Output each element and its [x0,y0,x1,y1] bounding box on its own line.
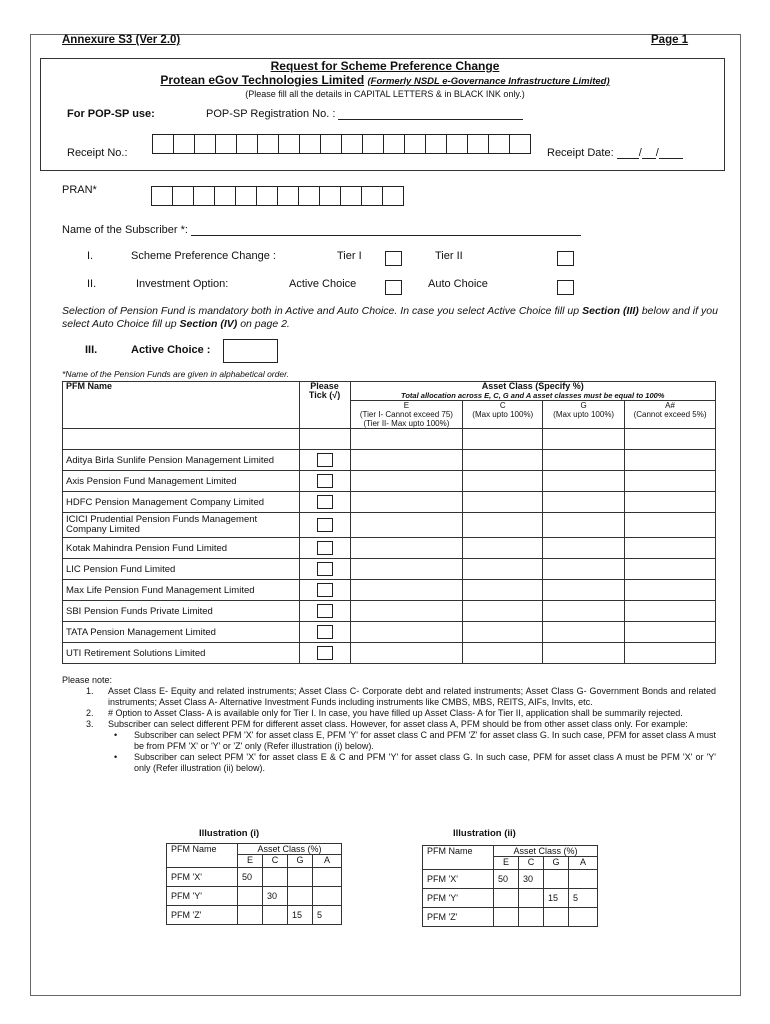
pran-label: PRAN* [62,184,97,196]
alloc-cell[interactable] [543,471,625,492]
company-formerly: (Formerly NSDL e-Governance Infrastructure Limited) [367,76,610,87]
receipt-date-dd[interactable] [617,147,639,159]
company-line [0,73,770,87]
pfm-y: PFM 'Y' [423,889,494,908]
alloc-cell[interactable] [463,538,543,559]
subscriber-name-field[interactable] [191,224,581,236]
col-g: G [544,857,569,870]
e-header [350,401,463,429]
alloc-cell[interactable] [625,643,716,664]
alloc-cell[interactable] [543,643,625,664]
table-row [63,580,716,601]
option-i-num: I. [87,250,94,262]
bullet-icon: • [114,730,118,740]
alloc-cell[interactable] [543,538,625,559]
c-note: (Max upto 100%) [472,410,534,419]
value-cell [238,906,263,925]
active-choice-checkbox[interactable] [385,280,402,295]
subscriber-name-row [62,224,581,236]
table-row [423,889,598,908]
col-c: C [519,857,544,870]
note-number: 3. [86,719,94,729]
tier1-label: Tier I [337,250,362,262]
pfm-y: PFM 'Y' [167,887,238,906]
asset-class-title: Asset Class (Specify %) [481,381,584,391]
fund-name: UTI Retirement Solutions Limited [63,643,300,664]
value-cell: 15 [544,889,569,908]
alloc-cell[interactable] [625,601,716,622]
alloc-cell[interactable] [463,559,543,580]
note-3: Subscriber can select different PFM for different asset class. However, for asset class A, PFM should be from other asset class only. For example: [108,719,688,729]
table-row [167,887,342,906]
fund-name: Kotak Mahindra Pension Fund Limited [63,538,300,559]
value-cell [288,887,313,906]
pfm-x: PFM 'X' [167,868,238,887]
fill-instruction: (Please fill all the details in CAPITAL LETTERS & in BLACK INK only.) [245,89,525,99]
bullet-icon: • [114,752,118,762]
alloc-cell[interactable] [463,471,543,492]
value-cell [238,887,263,906]
form-title: Request for Scheme Preference Change [270,59,500,73]
a-header [625,401,716,429]
receipt-date-yyyy[interactable] [659,147,683,159]
active-choice-box[interactable] [223,339,278,363]
notes-title: Please note: [62,675,113,685]
alloc-cell[interactable] [350,471,463,492]
alloc-cell[interactable] [350,643,463,664]
pfm-name-header: PFM Name [63,382,300,429]
value-cell [519,889,544,908]
footnote-star: * [62,369,66,379]
asset-class-subtitle: Total allocation across E, C, G and A asset classes must be equal to 100% [401,391,665,400]
illustration-ii-title: Illustration (ii) [453,828,516,839]
fund-name: LIC Pension Fund Limited [63,559,300,580]
fund-checkbox[interactable] [317,518,333,532]
date-separator: / [655,147,659,159]
col-a: A [313,855,342,868]
alloc-cell[interactable] [463,450,543,471]
table-row [63,492,716,513]
alloc-cell[interactable] [543,580,625,601]
col-a: A [569,857,598,870]
table-row [423,908,598,927]
alloc-cell[interactable] [350,538,463,559]
alloc-cell[interactable] [350,450,463,471]
alloc-cell[interactable] [625,492,716,513]
fund-name: TATA Pension Management Limited [63,622,300,643]
table-row [63,538,716,559]
table-row [63,450,716,471]
fund-checkbox[interactable] [317,474,333,488]
note-3-bullet-2: Subscriber can select PFM 'X' for asset class E & C and PFM 'Y' for asset class G. In such case, PFM for asset class A must be PFM 'X' or 'Y' only (Refer illustration (ii) below). [134,752,716,773]
alloc-cell[interactable] [625,450,716,471]
fund-name: HDFC Pension Management Company Limited [63,492,300,513]
note-1: Asset Class E- Equity and related instruments; Asset Class C- Corporate debt and related instruments; Asset Class G- Government Bonds and related instruments; Asset Class A- Alternative Investment Funds including instruments like CMBS, MBS, REITS, AIFs, InvIts, etc. [108,686,716,707]
alloc-cell[interactable] [350,492,463,513]
fund-checkbox[interactable] [317,453,333,467]
annexure-label: Annexure S3 (Ver 2.0) [62,34,181,46]
alloc-cell[interactable] [543,492,625,513]
active-choice-label: Active Choice [289,278,357,290]
col-c: C [263,855,288,868]
value-cell [263,868,288,887]
pop-sp-label: For POP-SP use: [67,108,155,120]
table-row [63,622,716,643]
alloc-cell[interactable] [350,559,463,580]
pfm-z: PFM 'Z' [423,908,494,927]
pfm-name-header: PFM Name [423,846,494,870]
value-cell [263,906,288,925]
g-header [543,401,625,429]
selection-note-part: Selection of Pension Fund is mandatory both in Active and Auto Choice. In case you select Active Choice fill up [62,305,583,317]
g-head: G [580,401,587,410]
fund-name: Aditya Birla Sunlife Pension Management Limited [63,450,300,471]
fund-name: Max Life Pension Fund Management Limited [63,580,300,601]
fund-checkbox[interactable] [317,625,333,639]
illustration-i-table [166,843,342,925]
alloc-cell[interactable] [625,559,716,580]
alloc-cell[interactable] [543,450,625,471]
fund-checkbox[interactable] [317,562,333,576]
receipt-date-mm[interactable] [642,147,656,159]
pfm-name-header: PFM Name [167,844,238,868]
receipt-date-label: Receipt Date: [547,147,614,159]
table-row [63,643,716,664]
pfm-table [62,381,716,664]
section-iv-ref: Section (IV) [179,318,238,330]
alloc-cell[interactable] [543,513,625,538]
alloc-cell[interactable] [543,601,625,622]
col-e: E [238,855,263,868]
pran-boxes[interactable] [152,186,404,206]
value-cell [569,908,598,927]
alloc-cell[interactable] [463,622,543,643]
alloc-cell[interactable] [463,492,543,513]
value-cell: 30 [519,870,544,889]
auto-choice-checkbox[interactable] [557,280,574,295]
section-iii-num: III. [85,344,98,356]
value-cell [544,908,569,927]
alloc-cell[interactable] [625,622,716,643]
table-row [63,559,716,580]
table-row [167,868,342,887]
alloc-cell[interactable] [625,580,716,601]
alloc-cell[interactable] [625,513,716,538]
auto-choice-label: Auto Choice [428,278,488,290]
fund-name: SBI Pension Funds Private Limited [63,601,300,622]
footnote-text: Name of the Pension Funds are given in alphabetical order. [65,369,289,379]
tier2-checkbox[interactable] [557,251,574,266]
e-head: E [403,401,410,410]
note-2: # Option to Asset Class- A is available only for Tier I. In case, you have filled up Asset Class- A for Tier II, application shall be summarily rejected. [108,708,683,718]
table-row [63,471,716,492]
alloc-cell[interactable] [543,559,625,580]
value-cell: 50 [238,868,263,887]
receipt-date-row [547,147,683,159]
alloc-cell[interactable] [350,580,463,601]
asset-class-header: Asset Class (%) [494,846,598,857]
alloc-cell[interactable] [625,471,716,492]
value-cell [288,868,313,887]
illustration-i-title: Illustration (i) [199,828,260,839]
c-head: C [499,401,506,410]
a-head: A# [665,401,675,410]
selection-note-part: below and if you select Auto Choice fill up [62,305,718,330]
pop-sp-reg-field[interactable] [338,108,523,120]
receipt-no-label: Receipt No.: [67,147,128,159]
fund-order-footnote [62,369,289,379]
value-cell: 50 [494,870,519,889]
table-row [63,513,716,538]
pop-sp-reg-row [206,108,523,120]
alloc-cell[interactable] [350,601,463,622]
notes-section [62,675,716,774]
fund-checkbox[interactable] [317,583,333,597]
selection-note [62,305,718,331]
active-choice-heading: Active Choice : [131,344,211,356]
asset-class-header [350,382,715,401]
table-row [63,601,716,622]
alloc-cell[interactable] [625,538,716,559]
section-iii-ref: Section (III) [582,305,639,317]
alloc-cell[interactable] [350,622,463,643]
alloc-cell[interactable] [350,513,463,538]
tier1-checkbox[interactable] [385,251,402,266]
value-cell [519,908,544,927]
alloc-cell[interactable] [463,580,543,601]
e-note: (Tier I- Cannot exceed 75) [359,410,453,419]
alloc-cell[interactable] [463,643,543,664]
fund-checkbox[interactable] [317,541,333,555]
a-note: (Cannot exceed 5%) [633,410,707,419]
subscriber-name-label: Name of the Subscriber *: [62,224,188,236]
option-ii-num: II. [87,278,97,290]
value-cell [494,889,519,908]
table-row [423,870,598,889]
fund-name: ICICI Prudential Pension Funds Management Company Limited [63,513,300,538]
value-cell [494,908,519,927]
note-3-bullet-1: Subscriber can select PFM 'X' for asset class E, PFM 'Y' for asset class C and PFM 'Z' for asset class G. In such case, PFM for asset class A must be from PFM 'X' or 'Y' or 'Z' only (Refer illustration (i) below). [134,730,716,751]
alloc-cell[interactable] [463,601,543,622]
col-g: G [288,855,313,868]
table-row [167,906,342,925]
tier2-label: Tier II [435,250,463,262]
fund-checkbox[interactable] [317,646,333,660]
pfm-x: PFM 'X' [423,870,494,889]
col-e: E [494,857,519,870]
company-name: Protean eGov Technologies Limited [160,73,365,87]
pop-sp-reg-label: POP-SP Registration No. : [206,108,336,120]
tick-header: Please Tick (√) [299,382,350,429]
illustration-ii-table [422,845,598,927]
e-note: (Tier II- Max upto 100%) [363,419,450,428]
selection-note-part: on page 2. [237,318,290,330]
asset-class-header: Asset Class (%) [238,844,342,855]
fund-name: Axis Pension Fund Management Limited [63,471,300,492]
alloc-cell[interactable] [543,622,625,643]
c-header [463,401,543,429]
value-cell [544,870,569,889]
alloc-cell[interactable] [463,513,543,538]
note-number: 1. [86,686,94,696]
value-cell: 30 [263,887,288,906]
value-cell [313,887,342,906]
date-separator: / [638,147,642,159]
value-cell: 5 [569,889,598,908]
fund-checkbox[interactable] [317,604,333,618]
value-cell: 5 [313,906,342,925]
investment-option-label: Investment Option: [136,278,229,290]
note-number: 2. [86,708,94,718]
page-number: Page 1 [651,34,689,46]
fund-checkbox[interactable] [317,495,333,509]
pfm-z: PFM 'Z' [167,906,238,925]
value-cell: 15 [288,906,313,925]
g-note: (Max upto 100%) [553,410,615,419]
scheme-pref-label: Scheme Preference Change : [131,250,276,262]
value-cell [313,868,342,887]
value-cell [569,870,598,889]
receipt-no-boxes[interactable] [153,134,531,154]
